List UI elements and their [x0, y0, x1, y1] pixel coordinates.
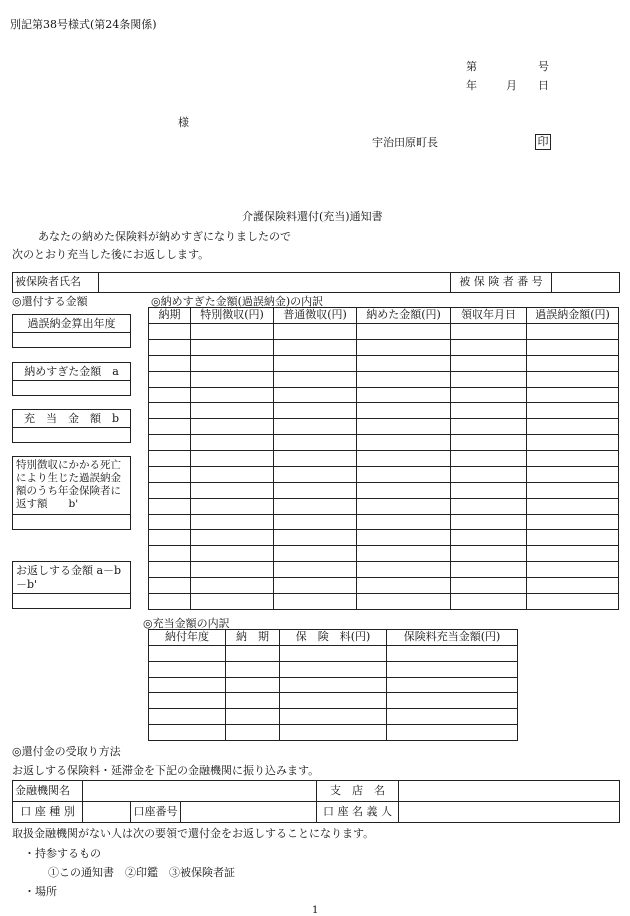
overpay-table-cell[interactable] [357, 419, 451, 435]
overpay-table-cell[interactable] [527, 435, 619, 451]
overpay-table-cell[interactable] [149, 371, 191, 387]
appropriation-table-cell[interactable] [226, 677, 280, 693]
bank-name-label: 金融機関名 [13, 781, 83, 802]
overpay-table-cell[interactable] [274, 482, 357, 498]
overpay-table-cell[interactable] [527, 482, 619, 498]
overpay-table-cell[interactable] [527, 514, 619, 530]
overpay-table-cell[interactable] [191, 514, 274, 530]
overpay-table-row [149, 578, 619, 594]
branch-name-label: 支 店 名 [317, 781, 399, 802]
overpay-table-row [149, 419, 619, 435]
overpay-header-overpaid: 過誤納金額(円) [527, 308, 619, 324]
overpay-table-cell[interactable] [274, 562, 357, 578]
form-id: 別記第38号様式(第24条関係) [10, 18, 157, 31]
refund-box-pension-label: 特別徴収にかかる死亡により生じた過誤納金額のうち年金保険者に返す額 b' [13, 457, 130, 515]
appropriation-table-row [149, 661, 518, 677]
overpay-table-cell[interactable] [451, 355, 527, 371]
overpay-table-cell[interactable] [274, 339, 357, 355]
overpay-table-cell[interactable] [451, 514, 527, 530]
overpay-table-cell[interactable] [357, 593, 451, 609]
overpay-table-cell[interactable] [357, 498, 451, 514]
overpay-table-cell[interactable] [527, 387, 619, 403]
insured-name-field[interactable] [99, 273, 451, 293]
overpay-table-cell[interactable] [274, 451, 357, 467]
overpay-table-cell[interactable] [191, 403, 274, 419]
overpay-table-row [149, 387, 619, 403]
overpay-table-cell[interactable] [527, 451, 619, 467]
overpay-table-cell[interactable] [149, 578, 191, 594]
overpay-table-cell[interactable] [149, 530, 191, 546]
seal-mark: 印 [535, 134, 551, 150]
overpay-table-row [149, 403, 619, 419]
issuer-name: 宇治田原町長 [372, 136, 438, 149]
overpay-table-cell[interactable] [191, 387, 274, 403]
overpay-table-cell[interactable] [451, 530, 527, 546]
overpay-header-receipt-date: 領収年月日 [451, 308, 527, 324]
overpay-table-row [149, 371, 619, 387]
appropriation-table [148, 629, 518, 741]
overpay-table-row [149, 546, 619, 562]
overpay-table-cell[interactable] [527, 593, 619, 609]
month-label: 月 [506, 79, 517, 92]
overpay-table-cell[interactable] [527, 419, 619, 435]
overpay-table-cell[interactable] [527, 466, 619, 482]
insured-name-label: 被保険者氏名 [13, 273, 99, 293]
year-label: 年 [466, 79, 477, 92]
overpay-table-row [149, 355, 619, 371]
overpay-table-row [149, 435, 619, 451]
number-suffix: 号 [538, 60, 549, 73]
overpay-table-cell[interactable] [191, 498, 274, 514]
receipt-description: お返しする保険料・延滞金を下記の金融機関に振り込みます。 [12, 764, 320, 777]
appropriation-table-row [149, 725, 518, 741]
overpay-table-cell[interactable] [149, 593, 191, 609]
overpay-table-cell[interactable] [527, 498, 619, 514]
overpay-table-cell[interactable] [191, 593, 274, 609]
overpay-table-cell[interactable] [527, 403, 619, 419]
appropriation-table-cell[interactable] [149, 725, 226, 741]
overpay-table-cell[interactable] [191, 451, 274, 467]
appropriation-table-cell[interactable] [387, 693, 518, 709]
overpay-table-row [149, 514, 619, 530]
appropriation-table-cell[interactable] [149, 693, 226, 709]
overpay-table-cell[interactable] [274, 546, 357, 562]
overpay-table-cell[interactable] [274, 403, 357, 419]
appropriation-table-cell[interactable] [387, 661, 518, 677]
appropriation-table-row [149, 646, 518, 662]
appropriation-table-cell[interactable] [149, 646, 226, 662]
overpay-table-cell[interactable] [274, 514, 357, 530]
overpay-table-row [149, 324, 619, 340]
overpay-table-cell[interactable] [191, 419, 274, 435]
overpay-table [148, 307, 619, 610]
overpay-table-cell[interactable] [191, 324, 274, 340]
overpay-table-cell[interactable] [527, 324, 619, 340]
overpay-table-cell[interactable] [191, 530, 274, 546]
overpay-header-special: 特別徴収(円) [191, 308, 274, 324]
overpay-table-cell[interactable] [451, 546, 527, 562]
appropriation-table-row [149, 677, 518, 693]
overpay-table-cell[interactable] [274, 498, 357, 514]
overpay-table-cell[interactable] [357, 546, 451, 562]
appropriation-table-cell[interactable] [280, 725, 387, 741]
overpay-table-cell[interactable] [149, 451, 191, 467]
overpay-table-cell[interactable] [357, 339, 451, 355]
overpay-table-cell[interactable] [451, 435, 527, 451]
appropriation-table-cell[interactable] [280, 709, 387, 725]
appropriation-table-row [149, 709, 518, 725]
place-label: ・場所 [24, 885, 57, 898]
overpay-table-cell[interactable] [451, 482, 527, 498]
overpay-table-cell[interactable] [451, 593, 527, 609]
overpay-table-row [149, 339, 619, 355]
bring-label: ・持参するもの [24, 847, 101, 860]
overpay-table-cell[interactable] [357, 530, 451, 546]
approp-header-premium: 保 険 料(円) [280, 630, 387, 646]
overpay-table-cell[interactable] [357, 451, 451, 467]
account-number-field[interactable] [181, 802, 317, 823]
appropriation-table-cell[interactable] [226, 725, 280, 741]
overpay-table-cell[interactable] [149, 466, 191, 482]
overpay-table-cell[interactable] [451, 403, 527, 419]
appropriation-table-cell[interactable] [280, 693, 387, 709]
overpay-table-cell[interactable] [357, 355, 451, 371]
appropriation-table-cell[interactable] [280, 677, 387, 693]
overpay-table-cell[interactable] [357, 466, 451, 482]
overpay-table-cell[interactable] [451, 419, 527, 435]
overpay-header-period: 納期 [149, 308, 191, 324]
overpay-table-cell[interactable] [274, 593, 357, 609]
approp-header-appropriated: 保険料充当金額(円) [387, 630, 518, 646]
refund-box-return [12, 561, 131, 609]
bring-items: ①この通知書 ②印鑑 ③被保険者証 [48, 866, 235, 879]
document-title: 介護保険料還付(充当)通知書 [242, 210, 383, 223]
overpay-table-cell[interactable] [191, 562, 274, 578]
overpay-table-row [149, 562, 619, 578]
overpay-table-cell[interactable] [149, 435, 191, 451]
appropriation-table-row [149, 693, 518, 709]
appropriation-table-cell[interactable] [149, 677, 226, 693]
overpay-table-cell[interactable] [357, 562, 451, 578]
overpay-table-body [149, 324, 619, 610]
overpay-table-cell[interactable] [527, 530, 619, 546]
insured-table [12, 272, 620, 293]
account-holder-field[interactable] [399, 802, 620, 823]
overpay-table-cell[interactable] [451, 387, 527, 403]
appropriation-table-cell[interactable] [387, 677, 518, 693]
overpay-table-cell[interactable] [191, 355, 274, 371]
overpay-table-cell[interactable] [451, 371, 527, 387]
overpay-table-cell[interactable] [451, 339, 527, 355]
overpay-table-cell[interactable] [191, 339, 274, 355]
intro-line-1: あなたの納めた保険料が納めすぎになりましたので [38, 230, 291, 243]
overpay-table-cell[interactable] [451, 562, 527, 578]
overpay-table-cell[interactable] [357, 371, 451, 387]
overpay-table-cell[interactable] [191, 482, 274, 498]
approp-header-year: 納付年度 [149, 630, 226, 646]
overpay-table-cell[interactable] [274, 387, 357, 403]
overpay-table-cell[interactable] [191, 578, 274, 594]
appropriation-table-cell[interactable] [280, 661, 387, 677]
overpay-header-paid: 納めた金額(円) [357, 308, 451, 324]
overpay-table-cell[interactable] [149, 498, 191, 514]
overpay-table-row [149, 593, 619, 609]
overpay-table-cell[interactable] [274, 355, 357, 371]
overpay-table-cell[interactable] [274, 530, 357, 546]
overpay-table-cell[interactable] [274, 466, 357, 482]
appropriation-table-cell[interactable] [226, 646, 280, 662]
refund-section-title: ◎還付する金額 [12, 295, 88, 308]
overpay-table-cell[interactable] [149, 355, 191, 371]
overpay-table-cell[interactable] [451, 324, 527, 340]
bank-table [12, 780, 620, 823]
overpay-table-cell[interactable] [357, 514, 451, 530]
appropriation-table-cell[interactable] [226, 693, 280, 709]
overpay-table-row [149, 482, 619, 498]
refund-box-appropriated-label: 充 当 金 額 b [13, 410, 130, 428]
insured-number-field[interactable] [552, 273, 620, 293]
overpay-table-cell[interactable] [451, 578, 527, 594]
refund-box-overpaid-label: 納めすぎた金額 a [13, 363, 130, 381]
overpay-table-cell[interactable] [149, 324, 191, 340]
overpay-table-cell[interactable] [357, 578, 451, 594]
overpay-table-cell[interactable] [191, 435, 274, 451]
overpay-table-cell[interactable] [274, 371, 357, 387]
account-type-label: 口 座 種 別 [13, 802, 83, 823]
appropriation-table-cell[interactable] [387, 725, 518, 741]
refund-box-year-label: 過誤納金算出年度 [13, 315, 130, 333]
receipt-title: ◎還付金の受取り方法 [12, 745, 121, 758]
overpay-table-cell[interactable] [149, 339, 191, 355]
page-number: 1 [312, 905, 319, 916]
appropriation-table-cell[interactable] [226, 709, 280, 725]
refund-box-year [12, 314, 131, 348]
overpay-table-cell[interactable] [527, 546, 619, 562]
day-label: 日 [538, 79, 549, 92]
overpay-table-cell[interactable] [149, 403, 191, 419]
appropriation-table-cell[interactable] [149, 661, 226, 677]
recipient-honorific: 様 [178, 116, 189, 129]
overpay-table-cell[interactable] [527, 339, 619, 355]
appropriation-table-cell[interactable] [387, 646, 518, 662]
approp-header-period: 納 期 [226, 630, 280, 646]
overpay-table-cell[interactable] [357, 435, 451, 451]
overpay-table-cell[interactable] [527, 562, 619, 578]
branch-name-field[interactable] [399, 781, 620, 802]
overpay-table-cell[interactable] [274, 578, 357, 594]
overpay-table-cell[interactable] [527, 355, 619, 371]
overpay-table-cell[interactable] [357, 482, 451, 498]
overpay-table-cell[interactable] [527, 578, 619, 594]
overpay-table-row [149, 451, 619, 467]
overpay-table-cell[interactable] [274, 324, 357, 340]
overpay-table-cell[interactable] [274, 419, 357, 435]
appropriation-table-cell[interactable] [226, 661, 280, 677]
insured-number-label: 被 保 険 者 番 号 [451, 273, 552, 293]
refund-box-pension [12, 456, 131, 530]
overpay-table-cell[interactable] [527, 371, 619, 387]
refund-box-overpaid [12, 362, 131, 396]
appropriation-table-cell[interactable] [149, 709, 226, 725]
account-type-field[interactable] [83, 802, 131, 823]
overpay-section-title: ◎納めすぎた金額(過誤納金)の内訳 [151, 295, 324, 308]
overpay-table-cell[interactable] [274, 435, 357, 451]
overpay-table-cell[interactable] [357, 387, 451, 403]
appropriation-table-cell[interactable] [387, 709, 518, 725]
refund-box-appropriated [12, 409, 131, 443]
overpay-table-row [149, 466, 619, 482]
intro-line-2: 次のとおり充当した後にお返しします。 [12, 248, 210, 261]
account-holder-label: 口 座 名 義 人 [317, 802, 399, 823]
overpay-table-row [149, 498, 619, 514]
number-prefix: 第 [466, 60, 477, 73]
overpay-table-cell[interactable] [451, 498, 527, 514]
overpay-table-cell[interactable] [357, 324, 451, 340]
account-number-label: 口座番号 [131, 802, 181, 823]
appropriation-section-title: ◎充当金額の内訳 [143, 617, 230, 630]
refund-box-return-label: お返しする金額 a－b－b' [13, 562, 130, 594]
bank-name-field[interactable] [83, 781, 317, 802]
overpay-table-cell[interactable] [149, 546, 191, 562]
appropriation-table-cell[interactable] [280, 646, 387, 662]
overpay-table-row [149, 530, 619, 546]
overpay-table-cell[interactable] [357, 403, 451, 419]
overpay-table-cell[interactable] [451, 466, 527, 482]
overpay-table-cell[interactable] [149, 387, 191, 403]
overpay-table-cell[interactable] [149, 419, 191, 435]
overpay-header-ordinary: 普通徴収(円) [274, 308, 357, 324]
overpay-table-cell[interactable] [149, 482, 191, 498]
overpay-table-cell[interactable] [149, 514, 191, 530]
appropriation-table-body [149, 646, 518, 741]
overpay-table-cell[interactable] [191, 546, 274, 562]
receipt-note: 取扱金融機関がない人は次の要領で還付金をお返しすることになります。 [12, 827, 375, 840]
overpay-table-cell[interactable] [191, 371, 274, 387]
overpay-table-cell[interactable] [149, 562, 191, 578]
overpay-table-cell[interactable] [451, 451, 527, 467]
overpay-table-cell[interactable] [191, 466, 274, 482]
